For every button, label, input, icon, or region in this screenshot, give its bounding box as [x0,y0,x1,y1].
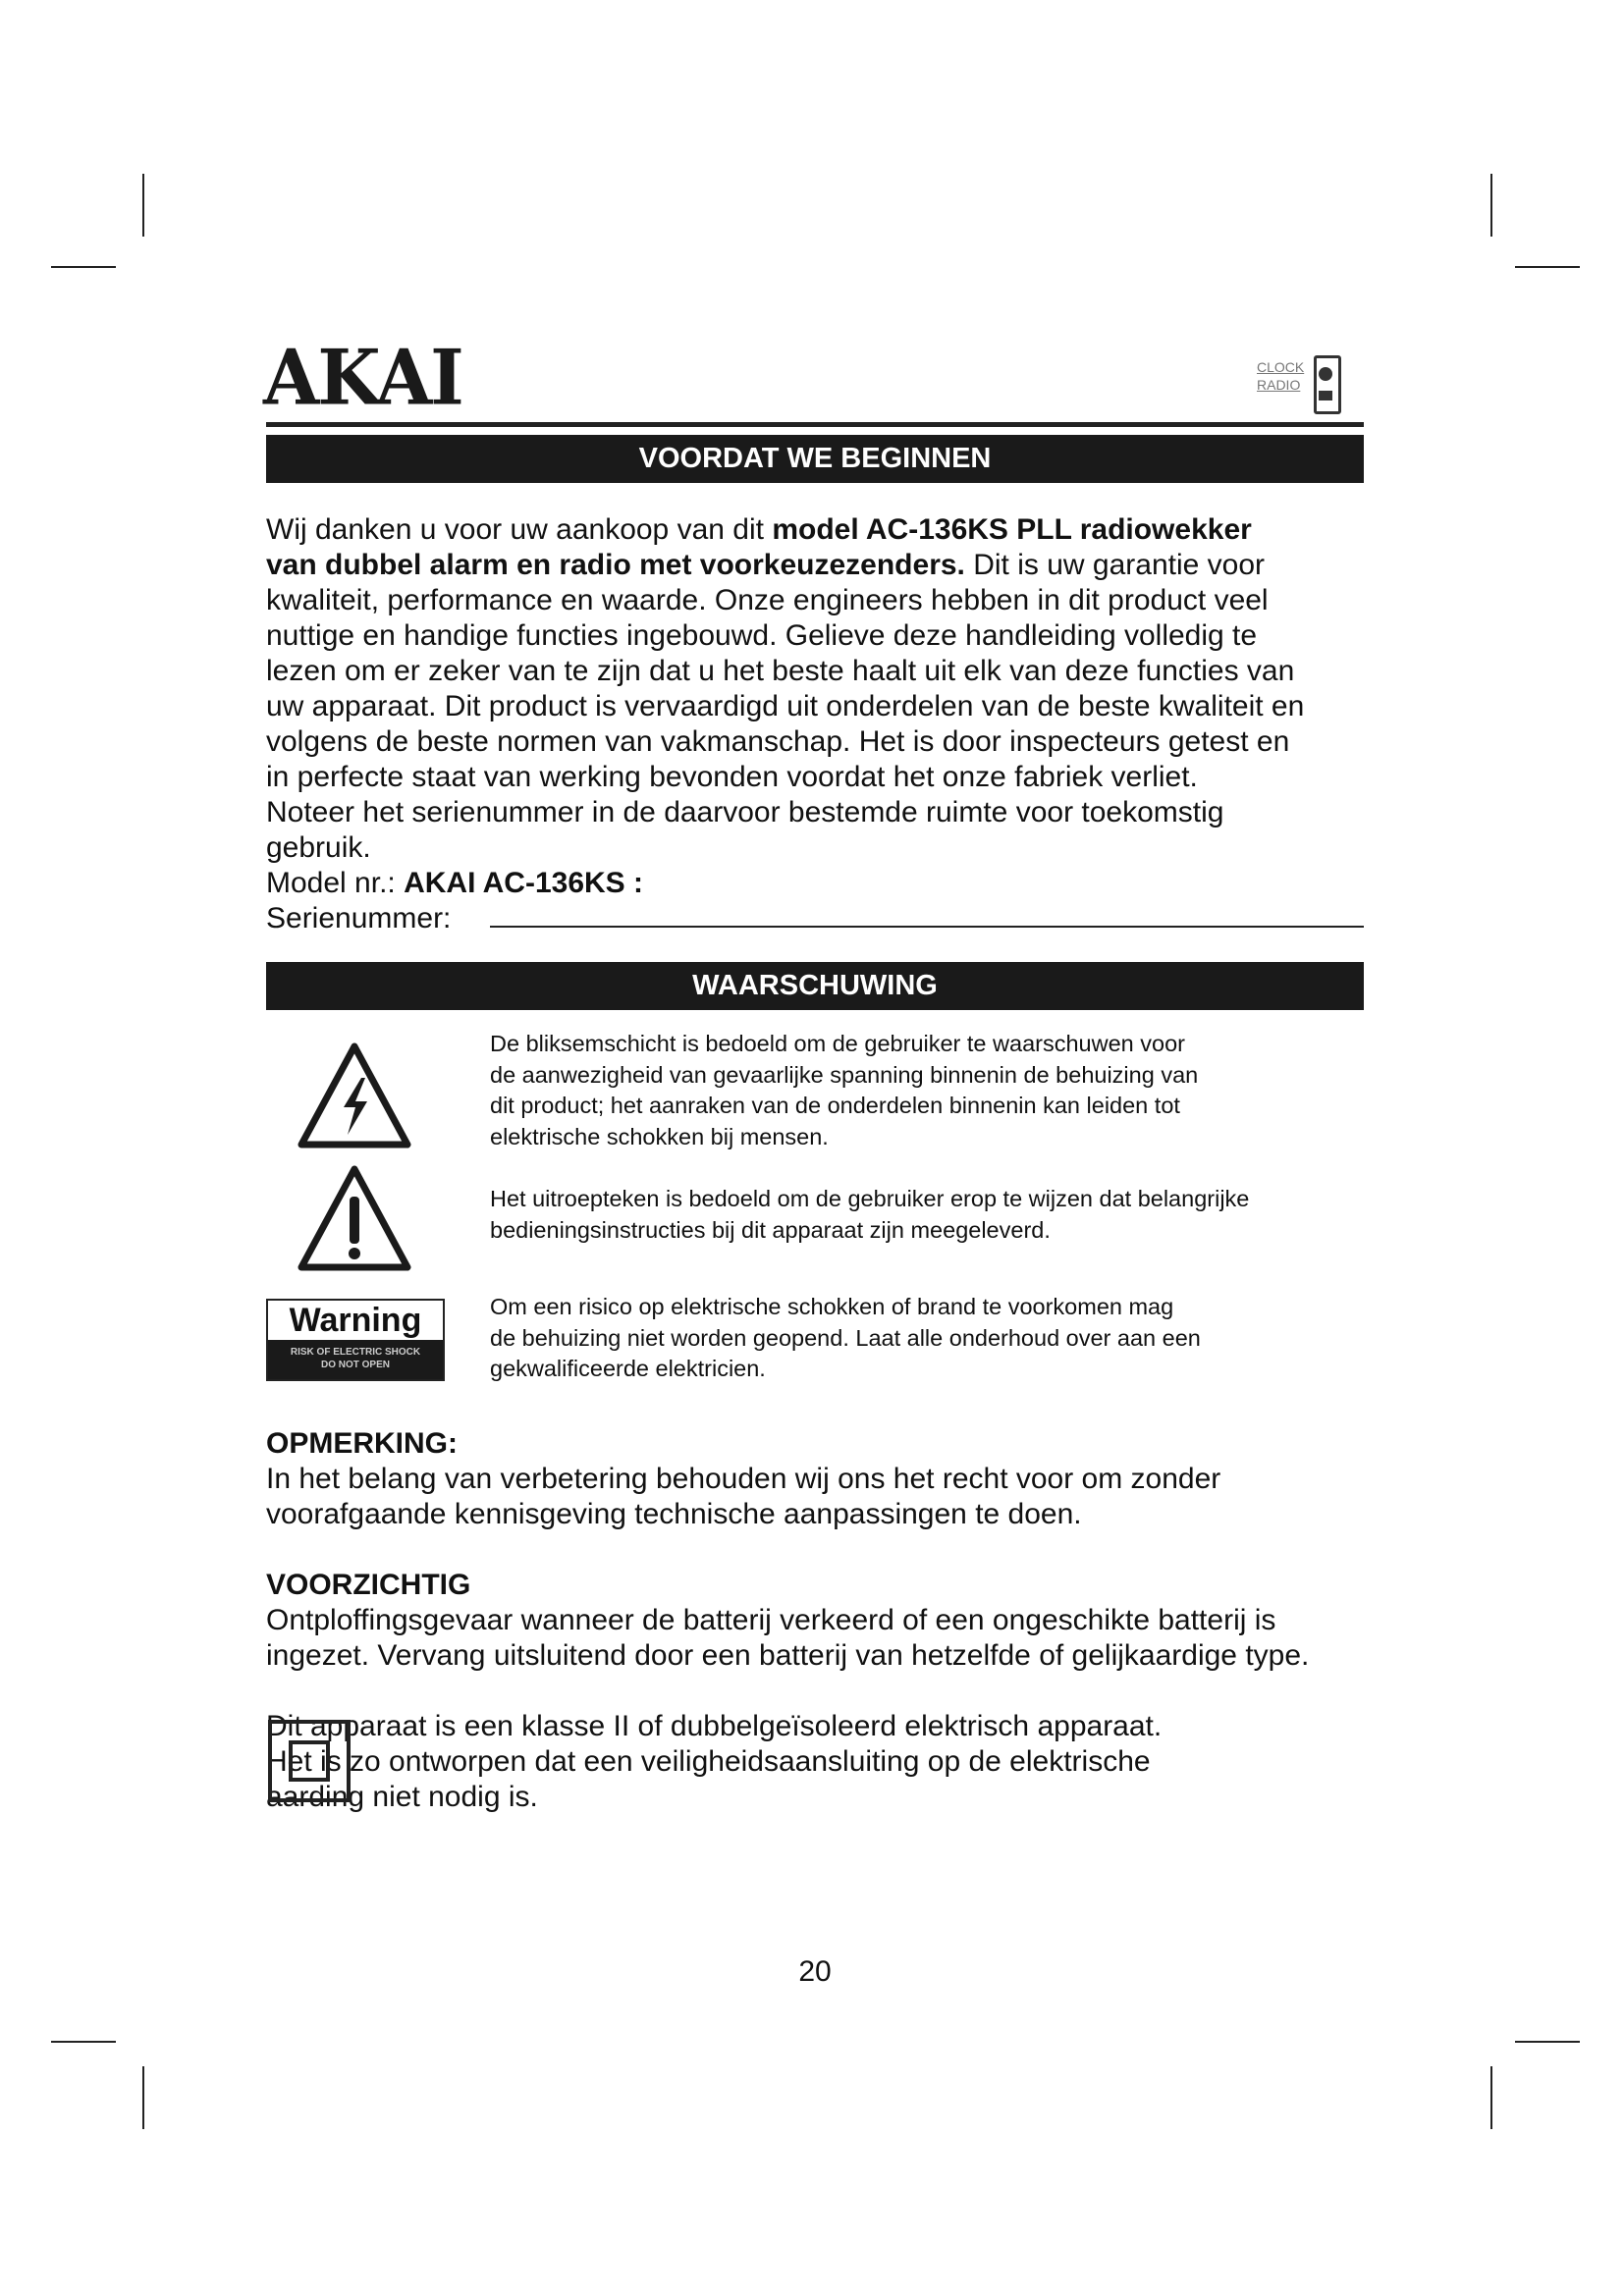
text-line: nuttige en handige functies ingebouwd. Gelieve deze handleiding volledig te [266,619,1258,652]
caution-section [266,1568,1309,1674]
text-line: Ontploffingsgevaar wanneer de batterij verkeerd of een ongeschikte batterij is [266,1604,1276,1636]
text-line: lezen om er zeker van te zijn dat u het beste haalt uit elk van deze functies van [266,655,1295,687]
section-title: VOORDAT WE BEGINNEN [266,435,1364,483]
text-line: uw apparaat. Dit product is vervaardigd uit onderdelen van de beste kwaliteit en [266,690,1305,722]
text-line: in perfecte staat van werking bevonden voordat het onze fabriek verliet. [266,761,1198,793]
intro-paragraph [266,512,1304,936]
header-rule [266,422,1364,427]
text-line: voorafgaande kennisgeving technische aanpassingen te doen. [266,1498,1082,1530]
exclamation-description: Het uitroepteken is bedoeld om de gebruiker erop te wijzen dat belangrijke bedieningsinstructies bij dit apparaat zijn meegeleverd. [490,1186,1250,1243]
text-line: Het is zo ontworpen dat een veiligheidsaansluiting op de elektrische [266,1745,1151,1778]
text-line: kwaliteit, performance en waarde. Onze engineers hebben in dit product veel [266,584,1269,616]
text-line: ingezet. Vervang uitsluitend door een batterij van hetzelfde of gelijkaardige type. [266,1639,1310,1672]
note-section [266,1426,1220,1532]
text-line: volgens de beste normen van vakmanschap. Het is door inspecteurs getest en [266,725,1290,758]
text-line: In het belang van verbetering behouden wij ons het recht voor om zonder [266,1463,1221,1495]
warning-label-title: Warning [289,1302,422,1339]
serial-number-line [490,926,1364,928]
crop-mark [1515,266,1580,268]
warning-label-sub: RISK OF ELECTRIC SHOCK [290,1347,421,1358]
icon-text: RADIO [1257,377,1301,393]
clock-radio-icon [1257,346,1370,414]
warning-label-sub: DO NOT OPEN [320,1360,390,1370]
text-line: aarding niet nodig is. [266,1781,538,1813]
text-line: gebruik. [266,831,371,864]
caution-title: VOORZICHTIG [266,1569,471,1601]
lightning-description: De bliksemschicht is bedoeld om de gebruiker te waarschuwen voor de aanwezigheid van gevaarlijke spanning binnenin de behuizing van dit product; het aanraken van de onderdelen binnenin kan leiden tot elektrische schokken bij mensen. [490,1031,1199,1149]
crop-mark [142,2066,144,2129]
crop-mark [1490,2066,1492,2129]
crop-mark [142,174,144,237]
note-title: OPMERKING: [266,1427,458,1460]
text-line: Wij danken u voor uw aankoop van dit model AC-136KS PLL radiowekker [266,513,1252,546]
text-line: van dubbel alarm en radio met voorkeuzezenders. Dit is uw garantie voor [266,549,1266,581]
model-number: Model nr.: AKAI AC-136KS : [266,867,644,899]
exclamation-warning-icon [297,1163,412,1273]
icon-text: CLOCK [1257,359,1305,375]
warning-title: WAARSCHUWING [266,962,1364,1010]
akai-logo: AKAI [263,333,462,423]
crop-mark [1515,2041,1580,2043]
serial-label: Serienummer: [266,902,452,934]
crop-mark [1490,174,1492,237]
text-line: Noteer het serienummer in de daarvoor bestemde ruimte voor toekomstig [266,796,1224,828]
warning-label-icon [266,1299,445,1381]
page-number: 20 [798,1955,832,1988]
crop-mark [51,2041,116,2043]
warning-label-description: Om een risico op elektrische schokken of brand te voorkomen mag de behuizing niet worden geopend. Laat alle onderhoud over aan een gekwalificeerde elektricien. [490,1294,1201,1381]
electric-shock-warning-icon [297,1041,412,1150]
text-line: Dit apparaat is een klasse II of dubbelgeïsoleerd elektrisch apparaat. [266,1710,1163,1742]
class-ii-section [266,1709,1162,1815]
crop-mark [51,266,116,268]
class-ii-double-insulation-icon [268,1720,351,1802]
